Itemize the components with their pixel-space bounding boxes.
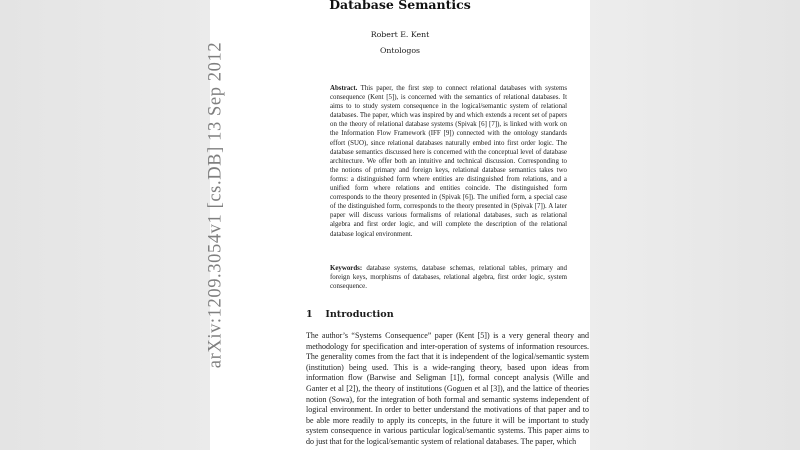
abstract-label: Abstract. — [330, 85, 358, 92]
keywords-text: database systems, database schemas, relational tables, primary and foreign keys, morphisms of databases, relational algebra, first order logic, system consequence. — [330, 265, 567, 291]
section-title: Introduction — [325, 309, 394, 320]
arxiv-identifier-stamp: arXiv:1209.3054v1 [cs.DB] 13 Sep 2012 — [205, 41, 226, 369]
paper-title: Database Semantics — [329, 0, 471, 12]
section-heading — [306, 309, 394, 320]
paper-author: Robert E. Kent — [370, 30, 430, 39]
paper-affiliation: Ontologos — [379, 46, 421, 55]
left-margin-background — [0, 0, 210, 450]
right-margin-background — [590, 0, 800, 450]
abstract-block — [330, 84, 567, 239]
section-number: 1 — [306, 309, 313, 320]
abstract-text: This paper, the first step to connect relational databases with systems consequence (Kent [5]), is concerned with the semantics of relational databases. It aims to to study system consequence in the logical/semantic system of relational databases. The paper, which was inspired by and which extends a recent set of papers on the theory of relational database systems (Spivak [6] [7]), is linked with work on the Information Flow Framework (IFF [9]) connected with the ontology standards effort (SUO), since relational databases naturally embed into first order logic. The database semantics discussed here is concerned with the conceptual level of database architecture. We offer both an intuitive and technical discussion. Corresponding to the notions of primary and foreign keys, relational database semantics takes two forms: a distinguished form where entities are distinguished from relations, and a unified form where relations and entities coincide. The distinguished form corresponds to the theory presented in (Spivak [6]). The unified form, a special case of the distinguished form, corresponds to the theory presented in (Spivak [7]). A later paper will discuss various formalisms of relational databases, such as relational algebra and first order logic, and will complete the description of the relational database logical environment. — [330, 85, 567, 238]
introduction-paragraph: The author’s “Systems Consequence” paper (Kent [5]) is a very general theory and methodology for specification and inter-operation of systems of information resources. The generality comes from the fact that it is independent of the logical/semantic system (institution) being used. This is a wide-ranging theory, based upon ideas from information flow (Barwise and Seligman [1]), formal concept analysis (Wille and Ganter et al [2]), the theory of institutions (Goguen et al [3]), and the lattice of theories notion (Sowa), for the integration of both formal and semantic systems independent of logical environment. In order to better understand the motivations of that paper and to be able more readily to apply its concepts, in the future it will be important to study system consequence in various particular logical/semantic systems. This paper aims to do just that for the logical/semantic system of relational databases. The paper, which — [306, 331, 589, 446]
paper-page — [210, 0, 590, 450]
keywords-label: Keywords: — [330, 265, 363, 272]
keywords-block — [330, 264, 567, 291]
